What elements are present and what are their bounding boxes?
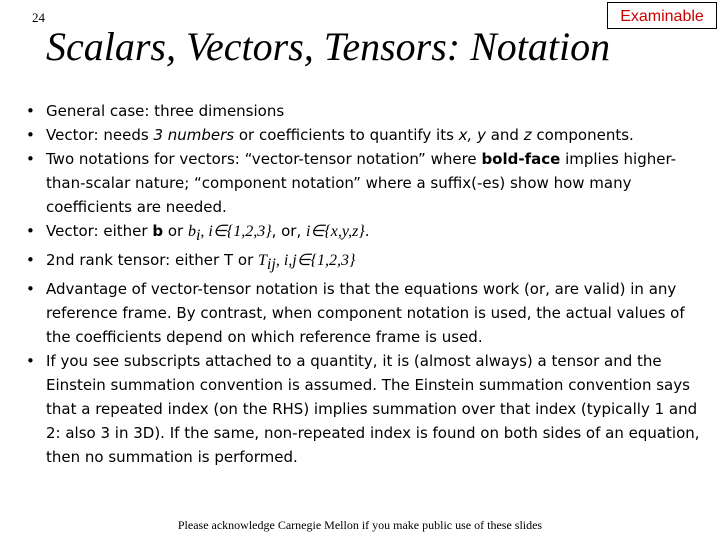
slide-number: 24 [32,10,45,25]
bullet-text: 2nd rank tensor: either [46,251,224,269]
examinable-badge: Examinable [607,2,717,29]
bold-text: bold-face [481,150,561,168]
bullet-text: Vector: needs [46,126,154,144]
bullet-text: If you see subscripts attached to a quantity, it is (almost always) a tensor and the Einstein summation convention is assumed. The Einstein summation convention says that a repeated index (on the RHS) implies summation over that index (typically 1 and 2: also 3 in 3D). If the same, non-repeated index is found on both sides of an equation, then no summation is performed. [46,352,700,466]
bullet-advantage [20,277,710,349]
slide-title: Scalars, Vectors, Tensors: Notation [46,24,611,69]
bold-symbol: b [152,222,164,240]
emphasis-text: z [523,126,532,144]
math-set: , i∈{1,2,3} [200,223,272,240]
math-set: , i,j∈{1,2,3} [275,252,356,269]
bullet-einstein-summation [20,349,710,469]
bullet-general-case [20,99,710,123]
math-symbol: T [258,252,267,269]
bullet-tensor-notation [20,248,710,277]
bullet-text: Two notations for vectors: “vector-tensor notation” where [46,150,482,168]
bullet-text: implies higher-than-scalar nature; “component notation” where a suffix(-es) show how many coefficients are needed. [46,150,677,216]
bullet-vector-notation [20,219,710,248]
math-subscript: i [195,227,201,244]
bullet-text: or [163,222,188,240]
bullet-text: or [233,251,259,269]
bullet-text: General case: three dimensions [46,102,285,120]
math-subscript: ij [266,256,276,273]
math-set: i∈{x,y,z} [306,223,365,240]
tensor-symbol: T [223,251,234,269]
bullet-list [20,99,710,469]
emphasis-text: x, y [458,126,486,144]
bullet-two-notations [20,147,710,219]
footer-acknowledgement: Please acknowledge Carnegie Mellon if you make public use of these slides [177,518,543,532]
bullet-vector-numbers [20,123,710,147]
bullet-text: and [485,126,524,144]
emphasis-text: 3 numbers [153,126,235,144]
bullet-text: , or, [271,222,307,240]
bullet-text: Vector: either [46,222,153,240]
bullet-text: or coefficients to quantify its [234,126,459,144]
bullet-text: Advantage of vector-tensor notation is that the equations work (or, are valid) in any reference frame. By contrast, when component notation is used, the actual values of the coefficients depend on which reference frame is used. [46,280,685,346]
math-symbol: b [187,223,196,240]
bullet-text: components. [531,126,634,144]
bullet-text: . [364,222,370,240]
